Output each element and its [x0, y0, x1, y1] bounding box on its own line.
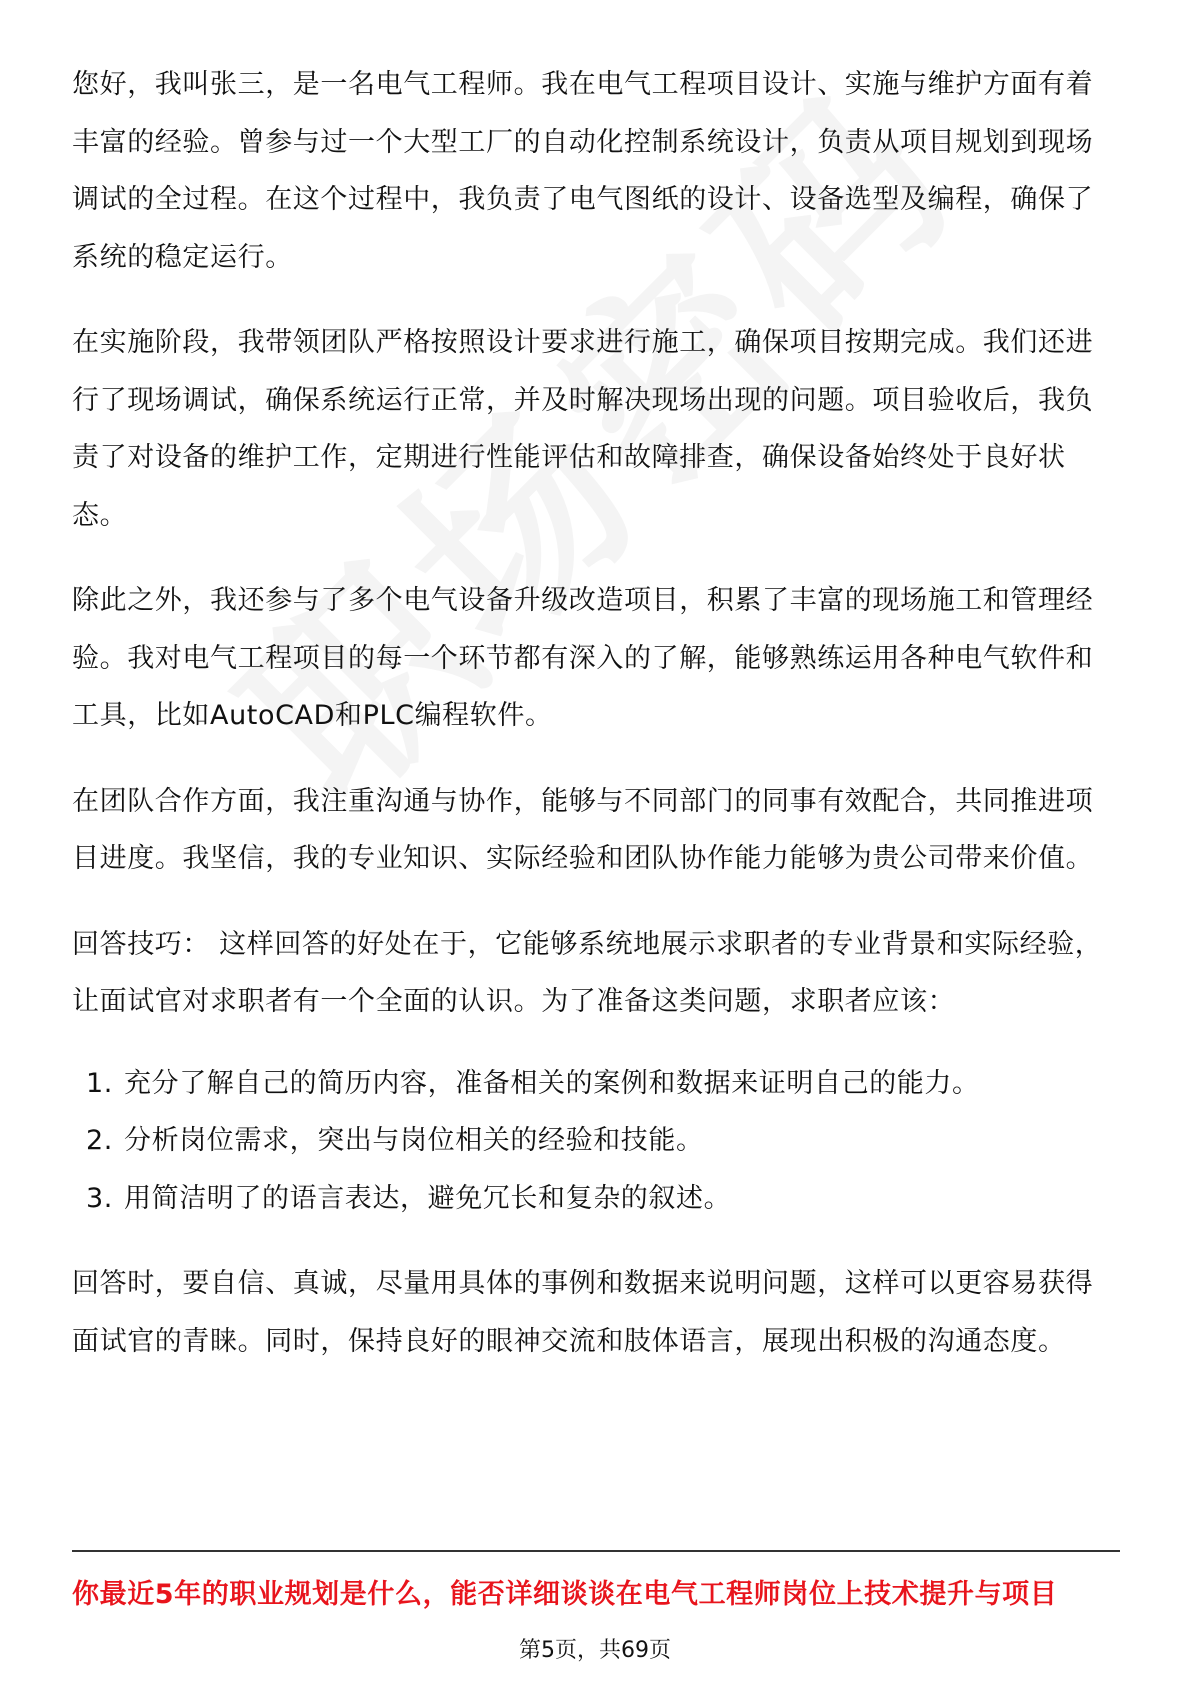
list-item-text: 充分了解自己的简历内容，准备相关的案例和数据来证明自己的能力。 — [124, 1067, 980, 1099]
list-item-number: 1. — [86, 1067, 113, 1099]
list-item — [72, 1112, 1120, 1170]
answer-paragraph-3: 除此之外，我还参与了多个电气设备升级改造项目，积累了丰富的现场施工和管理经验。我对电气工程项目的每一个环节都有深入的了解，能够熟练运用各种电气软件和工具，比如AutoCAD和PLC编程软件。 — [72, 585, 1094, 731]
list-item — [72, 1055, 1120, 1113]
answer-tips-intro: 回答技巧： 这样回答的好处在于，它能够系统地展示求职者的专业背景和实际经验，让面试官对求职者有一个全面的认识。为了准备这类问题，求职者应该： — [72, 928, 1103, 1017]
page-number: 第5页，共69页 — [519, 1638, 671, 1663]
list-item-text: 分析岗位需求，突出与岗位相关的经验和技能。 — [124, 1125, 704, 1156]
answer-paragraph-2: 在实施阶段，我带领团队严格按照设计要求进行施工，确保项目按期完成。我们还进行了现场调试，确保系统运行正常，并及时解决现场出现的问题。项目验收后，我负责了对设备的维护工作，定期进行性能评估和故障排查，确保设备始终处于良好状态。 — [72, 327, 1094, 531]
answer-paragraph-1: 您好，我叫张三，是一名电气工程师。我在电气工程项目设计、实施与维护方面有着丰富的经验。曾参与过一个大型工厂的自动化控制系统设计，负责从项目规划到现场调试的全过程。在这个过程中，我负责了电气图纸的设计、设备选型及编程，确保了系统的稳定运行。 — [72, 69, 1094, 273]
tips-list — [72, 1055, 1120, 1228]
next-question-heading: 你最近5年的职业规划是什么，能否详细谈谈在电气工程师岗位上技术提升与项目 — [72, 1579, 1058, 1610]
list-item-number: 2. — [86, 1125, 113, 1156]
list-item — [72, 1170, 1120, 1228]
closing-paragraph: 回答时，要自信、真诚，尽量用具体的事例和数据来说明问题，这样可以更容易获得面试官的青睐。同时，保持良好的眼神交流和肢体语言，展现出积极的沟通态度。 — [72, 1268, 1094, 1357]
list-item-number: 3. — [86, 1182, 113, 1214]
answer-paragraph-4: 在团队合作方面，我注重沟通与协作，能够与不同部门的同事有效配合，共同推进项目进度。我坚信，我的专业知识、实际经验和团队协作能力能够为贵公司带来价值。 — [72, 785, 1094, 874]
answer-content — [72, 56, 1120, 1398]
section-divider — [72, 1550, 1120, 1552]
list-item-text: 用简洁明了的语言表达，避免冗长和复杂的叙述。 — [124, 1182, 732, 1214]
